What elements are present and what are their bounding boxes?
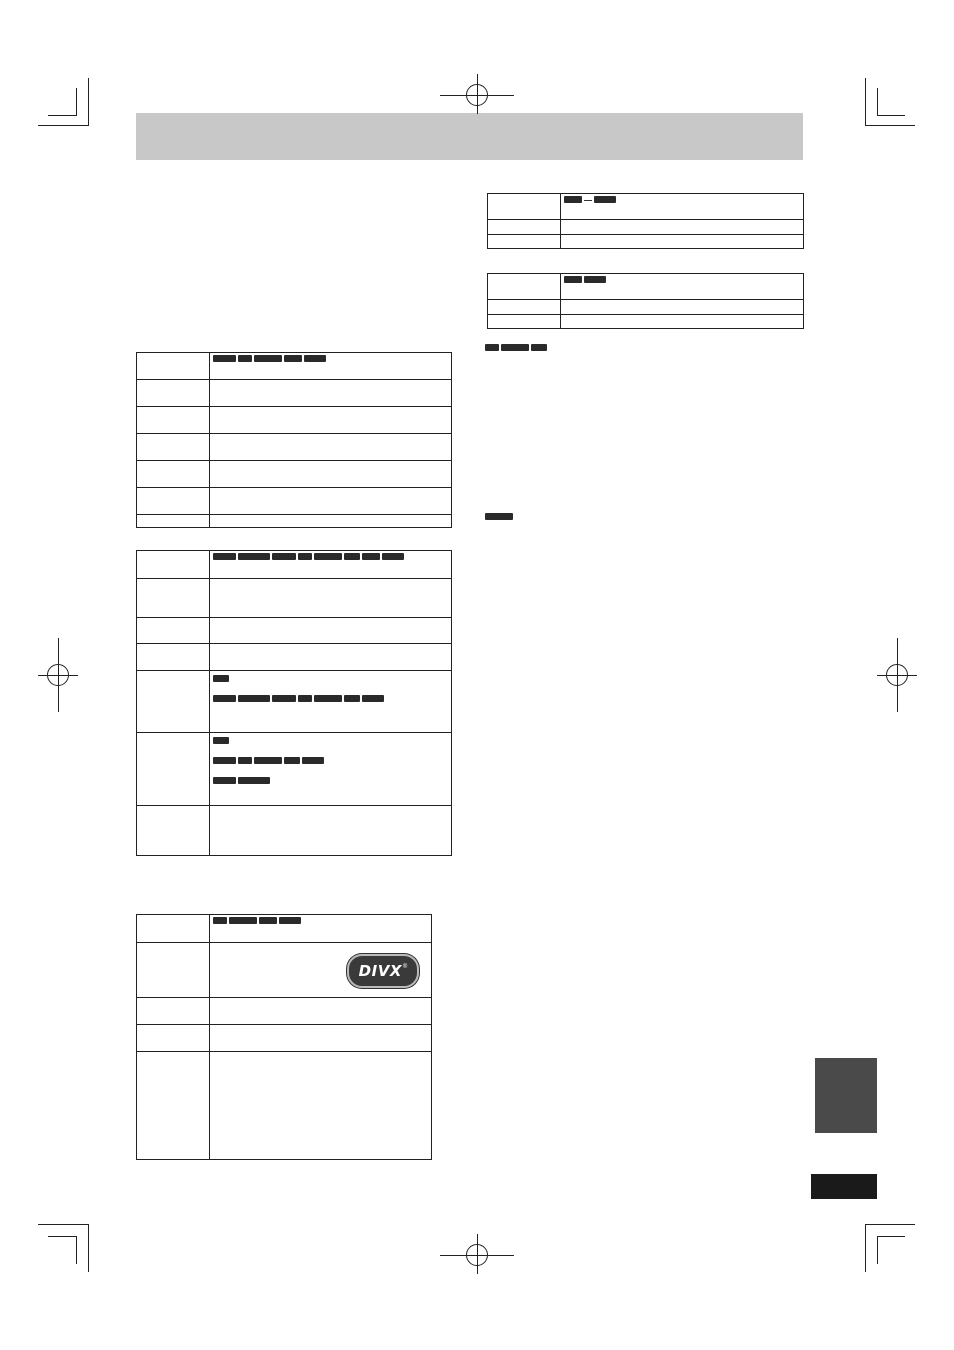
table-cell xyxy=(210,806,452,856)
table-cell xyxy=(137,461,210,488)
disc-type-badge-icon xyxy=(229,917,257,924)
table-cell xyxy=(488,194,561,220)
disc-type-badge-icon xyxy=(344,553,360,560)
table-cell xyxy=(137,644,210,671)
disc-type-badge-icon xyxy=(304,355,326,362)
table-cell xyxy=(210,551,452,579)
disc-type-badge-icon xyxy=(259,917,277,924)
disc-type-badges xyxy=(210,744,451,764)
disc-type-badge-icon xyxy=(501,344,529,351)
table-cell xyxy=(488,300,561,315)
disc-type-badge-icon xyxy=(272,695,296,702)
section-side-tab xyxy=(815,1058,877,1133)
disc-type-badge-icon xyxy=(314,553,342,560)
range-dash xyxy=(584,200,592,201)
header-bar xyxy=(136,113,803,160)
table-cell xyxy=(561,300,804,315)
table-cell xyxy=(210,733,452,806)
disc-type-badges xyxy=(561,274,803,283)
disc-type-badges xyxy=(485,513,513,520)
table-cell xyxy=(488,315,561,329)
table-cell xyxy=(137,551,210,579)
disc-type-badges xyxy=(210,915,431,924)
divx-logo xyxy=(347,954,419,988)
disc-type-badge-icon xyxy=(213,695,236,702)
disc-type-badge-icon xyxy=(238,757,252,764)
disc-type-badges xyxy=(210,551,451,560)
table-cell xyxy=(488,235,561,249)
disc-type-badge-icon xyxy=(564,196,582,203)
table-cell xyxy=(210,671,452,733)
disc-type-badge-icon xyxy=(362,553,380,560)
disc-type-badge-icon xyxy=(213,355,236,362)
disc-type-badge-icon xyxy=(213,737,229,744)
registered-mark: ® xyxy=(402,964,408,970)
table-cell xyxy=(210,1052,432,1160)
page-number-tab xyxy=(811,1174,877,1199)
table-cell xyxy=(137,515,210,528)
table-cell xyxy=(137,488,210,515)
table-cell xyxy=(488,220,561,235)
disc-type-badge-icon xyxy=(213,917,227,924)
disc-type-badges xyxy=(485,344,547,351)
disc-type-badge-icon xyxy=(284,757,300,764)
disc-type-badges xyxy=(210,353,451,362)
table-cell xyxy=(137,733,210,806)
table-cell xyxy=(137,434,210,461)
disc-type-badge-icon xyxy=(213,777,236,784)
disc-type-badges xyxy=(210,764,451,784)
table-cell xyxy=(488,274,561,300)
disc-type-badge-icon xyxy=(594,196,616,203)
table-cell xyxy=(210,618,452,644)
disc-type-badge-icon xyxy=(298,695,312,702)
disc-type-badge-icon xyxy=(531,344,547,351)
table-cell xyxy=(561,274,804,300)
disc-type-badge-icon xyxy=(485,513,513,520)
table-cell xyxy=(210,434,452,461)
disc-type-badge-icon xyxy=(344,695,360,702)
spec-table-1 xyxy=(136,352,452,528)
spec-table-4 xyxy=(487,193,804,249)
disc-type-badge-icon xyxy=(485,344,499,351)
disc-type-badge-icon xyxy=(302,757,324,764)
disc-type-badge-icon xyxy=(314,695,342,702)
disc-type-badge-icon xyxy=(564,276,582,283)
disc-type-badge-icon xyxy=(213,553,236,560)
disc-type-badge-icon xyxy=(238,777,270,784)
disc-type-badges xyxy=(210,682,451,702)
disc-type-badge-icon xyxy=(238,695,270,702)
disc-type-badge-icon xyxy=(272,553,296,560)
table-cell xyxy=(137,943,210,998)
table-cell xyxy=(210,998,432,1025)
table-cell xyxy=(210,1025,432,1052)
table-cell xyxy=(210,380,452,407)
table-cell xyxy=(210,915,432,943)
table-cell xyxy=(210,488,452,515)
disc-type-badges xyxy=(210,671,451,682)
disc-type-badges xyxy=(210,733,451,744)
table-cell xyxy=(210,644,452,671)
table-cell xyxy=(561,220,804,235)
table-cell xyxy=(137,671,210,733)
disc-type-badge-icon xyxy=(284,355,302,362)
table-cell xyxy=(137,407,210,434)
spec-table-5 xyxy=(487,273,804,329)
disc-type-badge-icon xyxy=(362,695,384,702)
disc-type-badge-icon xyxy=(382,553,404,560)
table-cell xyxy=(210,579,452,618)
table-cell xyxy=(137,1052,210,1160)
table-cell xyxy=(561,235,804,249)
disc-type-badge-icon xyxy=(254,757,282,764)
table-cell xyxy=(137,618,210,644)
disc-type-badge-icon xyxy=(279,917,301,924)
table-cell xyxy=(137,579,210,618)
disc-type-badge-icon xyxy=(213,757,236,764)
table-cell xyxy=(210,461,452,488)
spec-table-2 xyxy=(136,550,452,856)
table-cell xyxy=(137,380,210,407)
table-cell xyxy=(137,1025,210,1052)
table-cell xyxy=(137,353,210,380)
table-cell xyxy=(210,353,452,380)
table-cell xyxy=(137,998,210,1025)
spec-table-3 xyxy=(136,914,432,1160)
table-cell xyxy=(561,315,804,329)
disc-type-badge-icon xyxy=(238,553,270,560)
table-cell xyxy=(137,806,210,856)
table-cell xyxy=(137,915,210,943)
table-cell xyxy=(561,194,804,220)
disc-type-badges xyxy=(561,194,803,203)
disc-type-badge-icon xyxy=(298,553,312,560)
disc-type-badge-icon xyxy=(213,675,229,682)
disc-type-badge-icon xyxy=(254,355,282,362)
divx-logo-text: DIVX xyxy=(358,962,402,980)
table-cell xyxy=(210,515,452,528)
disc-type-badge-icon xyxy=(584,276,606,283)
table-cell xyxy=(210,407,452,434)
disc-type-badge-icon xyxy=(238,355,252,362)
